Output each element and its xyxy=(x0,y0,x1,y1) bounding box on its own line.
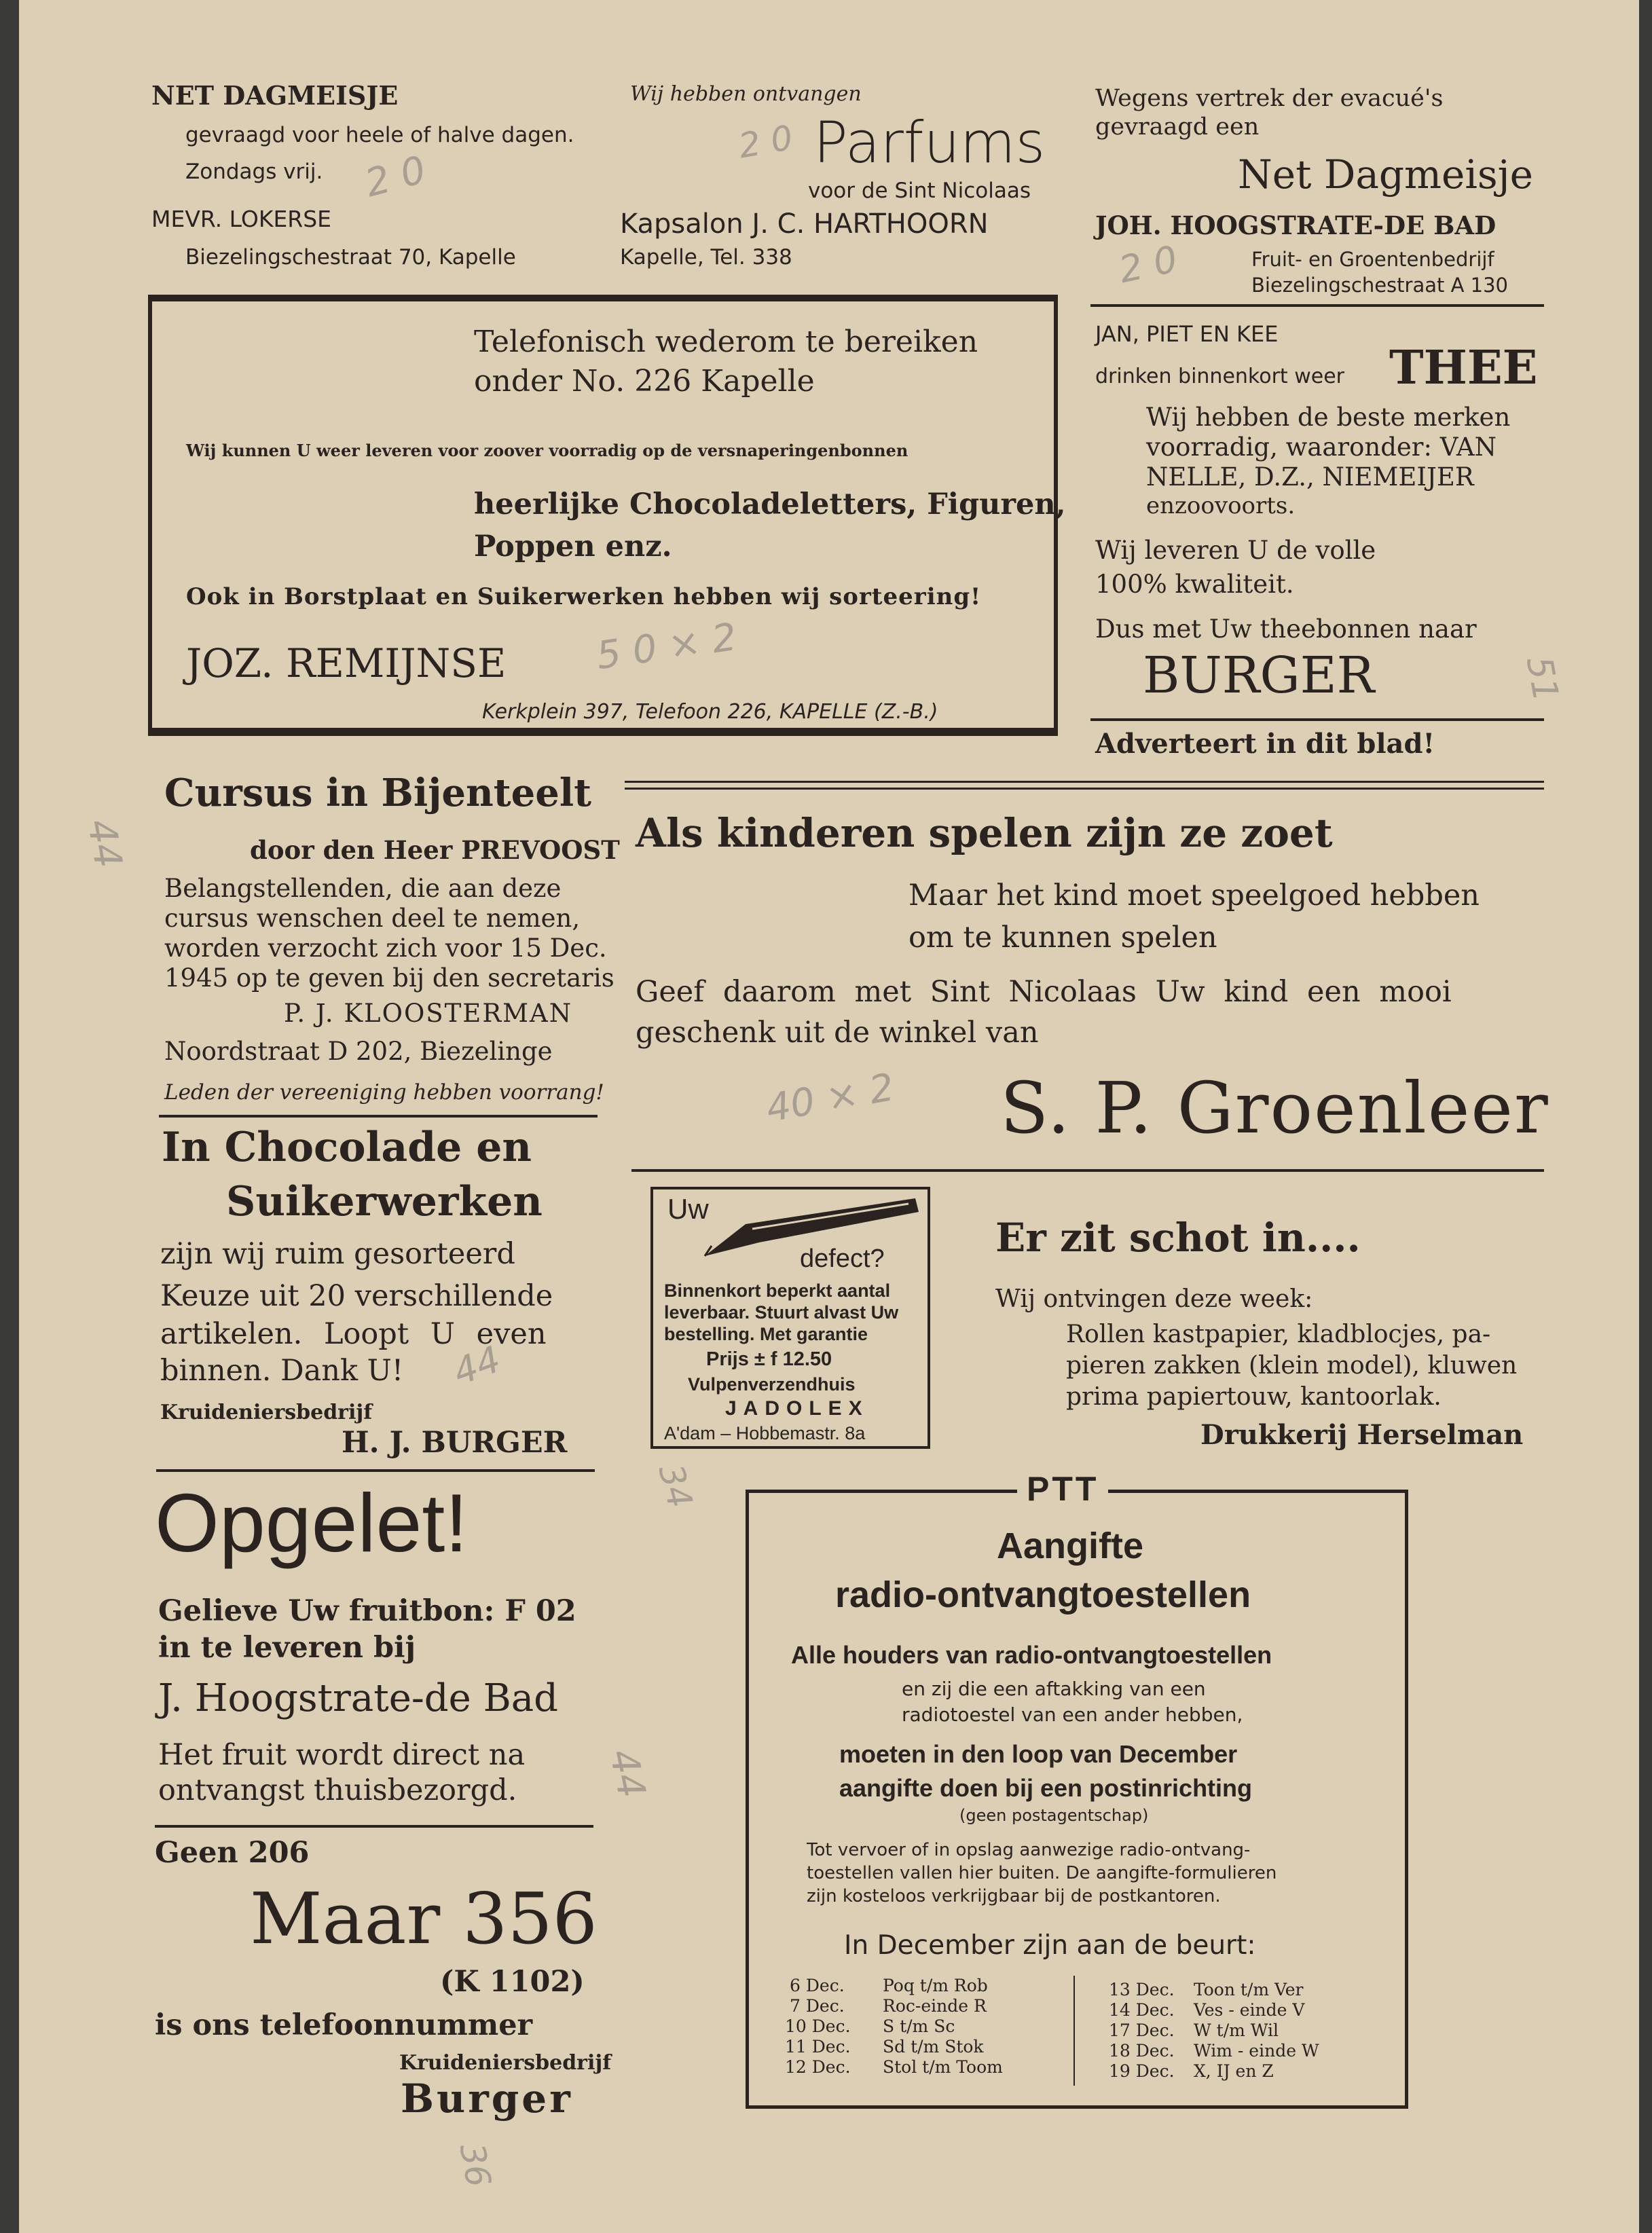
divider xyxy=(1090,304,1544,307)
evacues-line: gevraagd een xyxy=(1095,113,1260,141)
evacues-name: JOH. HOOGSTRATE-DE BAD xyxy=(1095,210,1497,240)
chocolade-line: binnen. Dank U! xyxy=(160,1354,404,1388)
opgelet-line: Gelieve Uw fruitbon: F 02 xyxy=(158,1594,576,1628)
jadolex-line: leverbaar. Stuurt alvast Uw xyxy=(664,1302,899,1323)
ptt-date: 13 Dec. xyxy=(1109,1980,1175,1999)
jadolex-address: A'dam – Hobbemastr. 8a xyxy=(664,1423,866,1443)
divider xyxy=(1090,718,1544,721)
thee-line: voorradig, waaronder: VAN xyxy=(1146,432,1497,462)
telefoon-line: is ons telefoonnummer xyxy=(155,2008,533,2042)
ptt-line: moeten in den loop van December xyxy=(839,1740,1238,1768)
pencil-mark: 44 xyxy=(78,815,130,872)
ptt-line: en zij die een aftakking van een xyxy=(902,1678,1206,1700)
ptt-date: 10 Dec. xyxy=(785,2016,851,2036)
thee-line: NELLE, D.Z., NIEMEIJER xyxy=(1146,462,1474,492)
telefoon-geen: Geen 206 xyxy=(155,1836,310,1870)
herselman-line: pieren zakken (klein model), kluwen xyxy=(1066,1352,1518,1380)
evacues-business: Fruit- en Groentenbedrijf xyxy=(1251,248,1494,271)
ptt-title: radio-ontvangtoestellen xyxy=(835,1574,1251,1615)
ptt-range: W t/m Wil xyxy=(1194,2020,1279,2040)
thee-intro: JAN, PIET EN KEE xyxy=(1095,321,1279,347)
bijenteelt-line: P. J. KLOOSTERMAN xyxy=(284,999,573,1028)
groenleer-title: Als kinderen spelen zijn ze zoet xyxy=(636,810,1333,856)
ptt-range: Stol t/m Toom xyxy=(883,2057,1003,2077)
pencil-mark: 2 0 xyxy=(735,117,796,166)
dagmeisje-name: MEVR. LOKERSE xyxy=(151,206,332,232)
remijnse-choco: Poppen enz. xyxy=(474,530,672,564)
pencil-mark: 51 xyxy=(1518,653,1566,705)
jadolex-line: bestelling. Met garantie xyxy=(664,1324,868,1344)
telefoon-maar: Maar 356 xyxy=(250,1877,598,1960)
bijenteelt-line: 1945 op te geven bij den secretaris xyxy=(164,963,614,993)
jadolex-line: Vulpenverzendhuis xyxy=(688,1374,856,1395)
bijenteelt-title: Cursus in Bijenteelt xyxy=(164,771,592,815)
chocolade-line: Keuze uit 20 verschillende xyxy=(160,1279,553,1313)
ptt-line: Tot vervoer of in opslag aanwezige radio-ontvang- xyxy=(807,1840,1251,1860)
pencil-mark: 40 × 2 xyxy=(763,1065,898,1131)
groenleer-line: geschenk uit de winkel van xyxy=(636,1016,1039,1050)
chocolade-name: H. J. BURGER xyxy=(342,1426,568,1460)
parfums-shop: Kapsalon J. C. HARTHOORN xyxy=(620,208,989,240)
evacues-address: Biezelingschestraat A 130 xyxy=(1251,274,1508,297)
opgelet-title: Opgelet! xyxy=(155,1477,469,1569)
telefoon-name: Burger xyxy=(401,2075,573,2122)
ptt-range: Roc-einde R xyxy=(883,1996,987,2016)
thee-line: enzoovoorts. xyxy=(1146,492,1296,519)
parfums-place: Kapelle, Tel. 338 xyxy=(620,245,792,270)
ptt-line: Alle houders van radio-ontvangtoestellen xyxy=(791,1641,1272,1669)
opgelet-name: J. Hoogstrate-de Bad xyxy=(158,1676,558,1720)
dagmeisje-title: NET DAGMEISJE xyxy=(151,80,399,111)
divider xyxy=(155,1825,593,1828)
evacues-line: Wegens vertrek der evacué's xyxy=(1095,85,1444,112)
divider xyxy=(1073,1976,1075,2086)
telefoon-k: (K 1102) xyxy=(440,1965,585,1999)
pencil-mark: 2 0 xyxy=(1115,237,1181,292)
pencil-mark: 36 xyxy=(452,2140,498,2190)
ptt-line: radiotoestel van een ander hebben, xyxy=(902,1703,1243,1726)
thee-line: Wij hebben de beste merken xyxy=(1146,403,1511,432)
groenleer-name: S. P. Groenleer xyxy=(1000,1067,1549,1149)
ptt-range: X, IJ en Z xyxy=(1194,2061,1274,2081)
ptt-date: 12 Dec. xyxy=(785,2057,851,2077)
ptt-line: zijn kosteloos verkrijgbaar bij de postkantoren. xyxy=(807,1886,1221,1906)
ptt-range: Toon t/m Ver xyxy=(1194,1980,1304,1999)
herselman-name: Drukkerij Herselman xyxy=(1200,1419,1524,1451)
herselman-line: Wij ontvingen deze week: xyxy=(995,1285,1313,1313)
bijenteelt-by: door den Heer PREVOOST xyxy=(250,835,620,865)
ptt-range: Ves - einde V xyxy=(1194,2000,1305,2020)
thee-line: Dus met Uw theebonnen naar xyxy=(1095,614,1477,644)
ptt-range: Sd t/m Stok xyxy=(883,2037,984,2056)
thee-line: drinken binnenkort weer xyxy=(1095,365,1344,388)
ptt-line: toestellen vallen hier buiten. De aangifte-formulieren xyxy=(807,1863,1277,1883)
ptt-date: 17 Dec. xyxy=(1109,2020,1175,2040)
groenleer-line: om te kunnen spelen xyxy=(908,921,1217,955)
divider xyxy=(159,1115,598,1118)
chocolade-line: artikelen. Loopt U even xyxy=(160,1317,547,1351)
thee-adverteert: Adverteert in dit blad! xyxy=(1095,728,1435,760)
jadolex-uw: Uw xyxy=(667,1193,709,1225)
ptt-date: 18 Dec. xyxy=(1109,2041,1175,2061)
divider xyxy=(156,1469,595,1472)
opgelet-line: ontvangst thuisbezorgd. xyxy=(158,1773,517,1807)
remijnse-tel: onder No. 226 Kapelle xyxy=(474,364,815,399)
herselman-title: Er zit schot in.... xyxy=(995,1215,1361,1261)
remijnse-choco: heerlijke Chocoladeletters, Figuren, xyxy=(474,487,1066,521)
remijnse-tel: Telefonisch wederom te bereiken xyxy=(474,325,978,359)
thee-name: BURGER xyxy=(1143,646,1375,705)
remijnse-name: JOZ. REMIJNSE xyxy=(186,640,507,686)
dagmeisje-address: Biezelingschestraat 70, Kapelle xyxy=(185,245,516,270)
ptt-range: S t/m Sc xyxy=(883,2016,955,2036)
pencil-mark: 2 0 xyxy=(361,147,430,206)
groenleer-line: Maar het kind moet speelgoed hebben xyxy=(908,879,1480,912)
ptt-range: Wim - einde W xyxy=(1194,2041,1319,2061)
opgelet-line: in te leveren bij xyxy=(158,1631,416,1665)
divider xyxy=(625,781,1544,783)
bijenteelt-line: cursus wenschen deel te nemen, xyxy=(164,904,581,933)
ptt-line: (geen postagentschap) xyxy=(959,1806,1149,1825)
bijenteelt-line: Leden der vereeniging hebben voorrang! xyxy=(164,1080,604,1105)
herselman-line: Rollen kastpapier, kladblocjes, pa- xyxy=(1066,1321,1491,1348)
ptt-date: 11 Dec. xyxy=(785,2037,851,2056)
bijenteelt-line: worden verzocht zich voor 15 Dec. xyxy=(164,934,607,963)
pencil-mark: 5 0 × 2 xyxy=(593,614,739,679)
chocolade-title: In Chocolade en xyxy=(162,1124,532,1171)
herselman-line: prima papiertouw, kantoorlak. xyxy=(1066,1383,1442,1411)
divider xyxy=(625,788,1544,790)
bijenteelt-line: Noordstraat D 202, Biezelinge xyxy=(164,1037,553,1066)
chocolade-line: zijn wij ruim gesorteerd xyxy=(160,1237,515,1271)
ptt-title: Aangifte xyxy=(997,1526,1143,1566)
parfums-intro: Wij hebben ontvangen xyxy=(630,82,862,106)
opgelet-line: Het fruit wordt direct na xyxy=(158,1738,526,1772)
ptt-range: Poq t/m Rob xyxy=(883,1976,988,1995)
pencil-mark: 44 xyxy=(447,1337,507,1394)
pencil-mark: 34 xyxy=(650,1460,701,1513)
ptt-date: 6 Dec. xyxy=(790,1976,845,1995)
jadolex-name: JADOLEX xyxy=(725,1397,869,1420)
ptt-date: 7 Dec. xyxy=(790,1996,845,2016)
thee-word: THEE xyxy=(1389,341,1538,395)
parfums-sub: voor de Sint Nicolaas xyxy=(808,179,1031,203)
ptt-date: 14 Dec. xyxy=(1109,2000,1175,2020)
ptt-date: 19 Dec. xyxy=(1109,2061,1175,2081)
ptt-label: PTT xyxy=(1017,1472,1108,1506)
jadolex-price: Prijs ± f 12.50 xyxy=(706,1348,832,1370)
dagmeisje-line: gevraagd voor heele of halve dagen. xyxy=(185,123,574,147)
parfums-title: Parfums xyxy=(813,109,1046,176)
jadolex-defect: defect? xyxy=(800,1244,885,1273)
thee-line: 100% kwaliteit. xyxy=(1095,570,1294,599)
groenleer-line: Geef daarom met Sint Nicolaas Uw kind een mooi xyxy=(636,975,1452,1009)
remijnse-supply: Wij kunnen U weer leveren voor zoover voorradig op de versnaperingenbonnen xyxy=(186,441,908,460)
chocolade-business: Kruideniersbedrijf xyxy=(160,1401,373,1424)
divider xyxy=(631,1169,1544,1172)
thee-line: Wij leveren U de volle xyxy=(1095,536,1376,565)
jadolex-line: Binnenkort beperkt aantal xyxy=(664,1280,891,1301)
bijenteelt-line: Belangstellenden, die aan deze xyxy=(164,874,562,903)
newspaper-page xyxy=(19,0,1639,2233)
dagmeisje-line: Zondags vrij. xyxy=(185,160,323,184)
pencil-mark: 44 xyxy=(600,1745,654,1803)
remijnse-borst: Ook in Borstplaat en Suikerwerken hebben wij sorteering! xyxy=(186,583,982,610)
evacues-title: Net Dagmeisje xyxy=(1238,151,1533,198)
chocolade-title: Suikerwerken xyxy=(226,1178,543,1225)
ptt-schedule-title: In December zijn aan de beurt: xyxy=(844,1930,1256,1961)
ptt-line: aangifte doen bij een postinrichting xyxy=(839,1774,1253,1802)
telefoon-business: Kruideniersbedrijf xyxy=(399,2051,612,2075)
remijnse-address: Kerkplein 397, Telefoon 226, KAPELLE (Z.-B.) xyxy=(482,700,938,724)
